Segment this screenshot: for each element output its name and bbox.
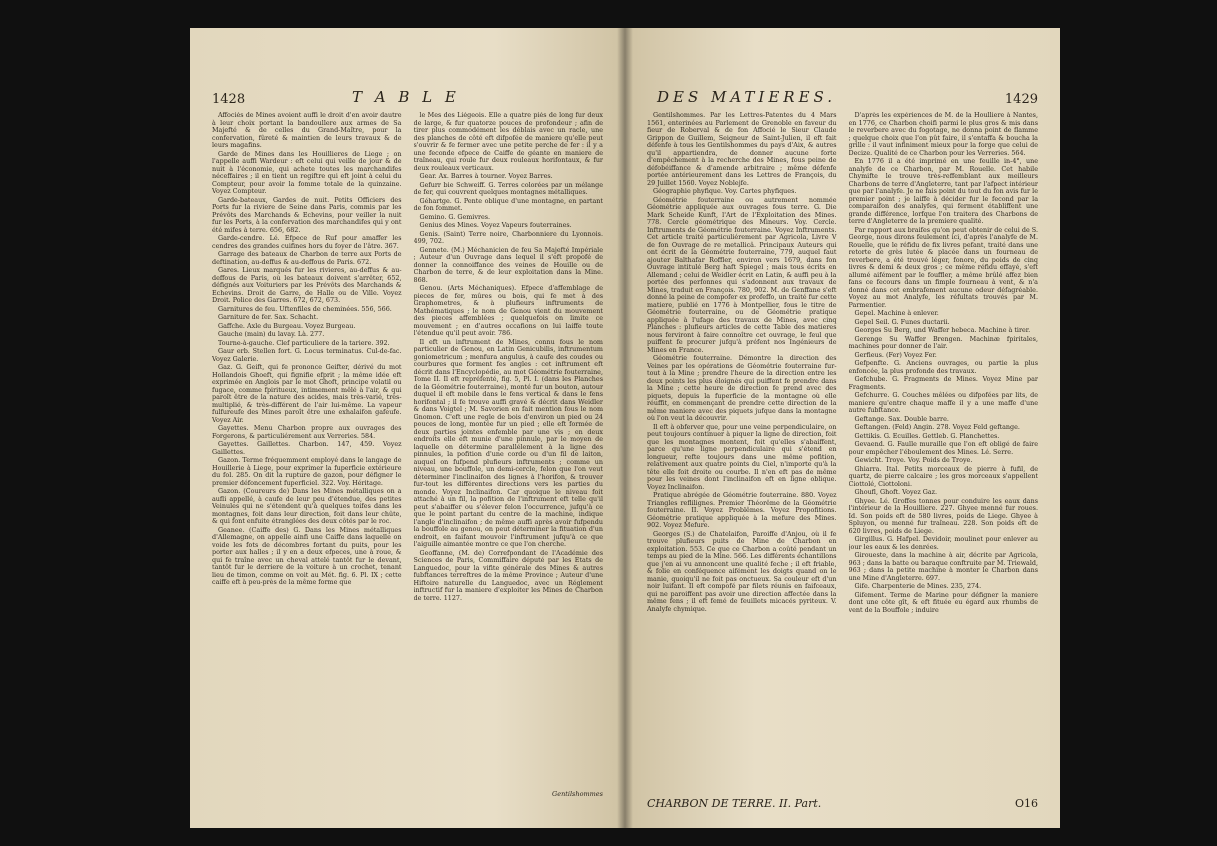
entry-paragraph: Ghiarra. Ital. Petits morceaux de pierre à fufil, de quartz, de pierre calcaire ; les gros morceaux s'appellent Ciottolé, Ciottoloni. bbox=[848, 464, 1038, 488]
entry-paragraph: Gayettes. Menu Charbon propre aux ouvrages des Forgerons, & particuliérement aux Verreries. 584. bbox=[212, 424, 402, 440]
column-1 bbox=[212, 112, 402, 788]
entry-paragraph: Géométrie fouterraine. Démontre la direction des Veines par les opérations de Géométrie fouterraine fur-tout à la Mine ; prendre l'heure de la direction entre les deux points les plus éloignés qui puiffent fe prendre dans la Mine ; cette heure de direction fe prend avec des piquets, depuis la fuperficie de la montagne où elle réuffit, en commençant de prendre cette direction de la même maniere avec des piquets jufque dans la montagne où l'on veut la découvrir. bbox=[647, 354, 837, 422]
entry-paragraph: Gewicht. Troye. Voy. Poids de Troye. bbox=[854, 456, 973, 464]
footer-title: CHARBON DE TERRE. II. Part. bbox=[647, 797, 822, 810]
entry-paragraph: Geftangen. (Feld) Angin. 278. Voyez Feld geftange. bbox=[854, 423, 1020, 431]
entry-paragraph: Gefurr bie Schweiff. G. Terres colorées par un mélange de fer, qui couvrent quelques montagnes métalliques. bbox=[413, 180, 603, 196]
entry-paragraph: Giroueste, dans la machine à air, décrite par Agricola, 963 ; dans la batte ou baraque conftruite par M. Triewald, 963 ; dans la petite machine à monter le Charbon dans une Mine d'Angleterre. 697. bbox=[848, 551, 1038, 582]
entry-paragraph: Gazon. Terme fréquemment employé dans le langage de Houillerie à Liege, pour exprimer la fuperficie extérieure du fol. 285. On dit la rupture de gazon, pour défigner le premier défoncement fuperficiel. 322. Voy. Héritage. bbox=[212, 456, 402, 487]
entry-paragraph: Affociés de Mines avoient auffi le droit d'en avoir dautre à leur choix portant la bandoullere aux armes de Sa Majefté & de celles du Grand-Maître, pour la confervation, fûreté & maintien de leurs travaux & de leurs magafins. bbox=[212, 112, 402, 149]
entry-paragraph: Geoffanne, (M. de) Correfpondant de l'Académie des Sciences de Paris, Commiffaire député par les Etats de Languedoc, pour la vifite générale des Mines & autres fubftances terreftres de la même Province ; Auteur d'une Hiftoire naturelle du Languedoc, avec un Réglement inftructif fur la maniere d'exploiter les Mines de Charbon de terre. 1127. bbox=[413, 548, 603, 602]
entry-paragraph: Genou. (Arts Méchaniques). Efpece d'affemblage de pieces de fer, mûres ou bois, qui fe met à des Graphometres, & à plufieurs inftruments de Mathématiques ; le nom de Genou vient du mouvement des pieces affemblées ; quelquefois on limite ce mouvement ; en d'autres occafions on lui laiffe toute l'étendue qu'il peut avoir. 786. bbox=[413, 284, 603, 337]
entry-paragraph: Gettikis. G. Ecuilles. Gettleb. G. Planchettes. bbox=[854, 431, 1000, 440]
left-page bbox=[190, 28, 625, 828]
entry-paragraph: Il eft à obferver que, pour une veine perpendiculaire, on peut toujours continuer à piquer la ligne de direction, foit que les montagnes montent, foit qu'elles s'abaiffent, parce qu'une ligne perpendiculaire qui s'étend en longueur, refte toujours dans une même pofition, relativement aux quatre points du Ciel, n'importe qu'à la tête elle foit droite ou courbe. Il n'en eft pas de même pour les veines dont l'inclinaifon eft en ligne oblique. Voyez Inclinaifon. bbox=[647, 422, 837, 491]
running-title: DES MATIERES. bbox=[657, 88, 837, 106]
text-columns bbox=[212, 112, 603, 788]
entry-paragraph: Gife. Charpenterie de Mines. 235, 274. bbox=[854, 582, 982, 590]
entry-paragraph: Gerfieus. (Fer) Voyez Fer. bbox=[854, 350, 937, 359]
entry-paragraph: Ghoufl, Ghoft. Voyez Gaz. bbox=[854, 488, 938, 496]
entry-paragraph: Géométrie fouterraine ou autrement nommée Géométrie appliquée aux ouvrages fous terre. G. Die Mark Scheide Kunft, l'Art de l'Exploitation des Mines. 778. Cercle géométrique des Mineurs. Voy. Cercle. Inftruments de Géométrie fouterraine. Voyez Inftruments. Cet article traité particuliérement par Agricola, Livre V de fon Ouvrage de re metallicâ. Principaux Auteurs qui ont écrit de la Géométrie fouterraine, 779, auquel faut ajouter Balthafar Roffler, environ vers 1679, dans fon Ouvrage intitulé Berg haft Spiegel ; mais tous écrits en Allemand ; celui de Weidler écrit en Latin, & auffi peu à la portée des perfonnes qui s'adonnent aux travaux de Mines, traduit en François. 780, 902. M. de Genffane s'eft donné la peine de compofer ex profeffo, un traité fur cette matiere, publié en 1776 à Montpellier, fous le titre de Géométrie fouterraine, ou de Géométrie pratique appliquée à l'ufage des travaux de Mines, avec cinq Planches : plufieurs articles de cette Table des matieres nous ferviront à faire connoître cet ouvrage, le feul que puiffent fe procurer jufqu'à préfent nos Ingénieurs de Mines en France. bbox=[647, 195, 837, 354]
entry-paragraph: Gear. Ax. Barres à tourner. Voyez Barres. bbox=[419, 172, 553, 180]
column-2 bbox=[414, 112, 604, 788]
entry-paragraph: Garniture de fer. Sax. Schacht. bbox=[218, 313, 319, 321]
entry-paragraph: Georges (S.) de Chatelaifon, Paroiffe d'Anjou, où il fe trouve plufieurs puits de Mine de Charbon en exploitation. 553. Ce que ce Charbon a coûté pendant un temps au pied de la Mine. 566. Les différents échantillons que j'en ai vu annoncent une qualité feche ; il eft friable, & folie en conféquence aifément les doigts quand on le manie, quoiqu'il ne foit pas onctueux. Sa couleur eft d'un noir luifant. Il eft compofé par filets réunis en faifceaux, qui ne paroiffent pas avoir une direction affectée dans la même fens ; il eft femé de feuillets micacés pyriteux. V. Analyfe chymique. bbox=[647, 529, 837, 613]
entry-paragraph: Gazon. (Coureurs de) Dans les Mines métalliques on a aufli appellé, à caufe de leur peu d'étendue, des petites Veinules qui ne s'étendent qu'à quelques toifes dans les montagnes, foit dans leur direction, foit dans leur chûte, & qui font enfuite étranglées des deux côtés par le roc. bbox=[212, 487, 402, 525]
entry-paragraph: Gaffche. Axle du Burgeau. Voyez Burgeau. bbox=[218, 321, 356, 330]
column-2 bbox=[849, 112, 1039, 788]
entry-paragraph: le Mes des Liégeois. Elle a quatre piés de long fur deux de large, & fur quatorze pouces de profondeur ; afin de tirer plus commodément les déblais avec un racle, une des planches de côté eft difpofée de maniere qu'elle peut s'ouvrir & fe fermer avec une petite perche de fer : il y a une feconde efpece de Caiffe de géante en maniere de traîneau, qui roule fur deux rouleaux horifontaux, & fur deux rouleaux verticaux. bbox=[413, 112, 603, 172]
entry-paragraph: Genis. (Saint) Terre noire, Charbonniere du Lyonnois. 499, 702. bbox=[413, 229, 603, 245]
entry-paragraph: Geftange. Sax. Double barre. bbox=[854, 414, 949, 423]
entry-paragraph: Garde de Mines dans les Houillieres de Liege ; on l'appelle auffi Wardeur : eft celui qui veille de jour & de nuit à l'économie, qui achete toutes les marchandifes néceffaires ; il en tient un regiftre qui eft joint à celui du Compteur, pour avoir la fomme totale de la quinzaine. Voyez Compteur. bbox=[212, 149, 402, 195]
entry-paragraph: Ghyee. Lé. Groffes tonnes pour conduire les eaux dans l'intérieur de la Houilliere. 227. Ghyee menné fur roues. Id. Son poids eft de 580 livres, poids de Liege. Ghyee à Spluyon, ou menné fur traîneau. 228. Son poids eft de 620 livres, poids de Liege. bbox=[848, 496, 1038, 535]
entry-paragraph: Girgillus. G. Hafpel. Devidoir, moulinet pour enlever au jour les eaux & les denrées. bbox=[848, 535, 1038, 551]
entry-paragraph: Geanee. (Caiffe des) G. Dans les Mines métalliques d'Allemagne, on appelle ainfi une Caiffe dans laquelle on voide les fots de décombres fortant du puits, pour les porter aux halles ; il y en a deux efpeces, une à roue, & qui fe traîne avec un cheval attelé tantôt fur le devant, tantôt fur le derriere de la voiture à un crochet, tenant lieu de timon, comme on voit au Mét. fig. 6. Pl. IX ; cette caiffe eft à peu-près de la même forme que bbox=[212, 525, 402, 586]
entry-paragraph: Gevaend. G. Faulle muraille que l'on eft obligé de faire pour empêcher l'éboulement des Mines. Lé. Serre. bbox=[848, 440, 1038, 456]
right-page bbox=[625, 28, 1060, 828]
entry-paragraph: Gifement. Terme de Marine pour défigner la maniere dont une côte gît, & eft fituée eu égard aux rhumbs de vent de la Bouffole ; induire bbox=[848, 590, 1038, 614]
entry-paragraph: Gennete. (M.) Méchanicien de feu Sa Majefté Impériale ; Auteur d'un Ouvrage dans lequel il s'eft propofé de donner la connoiffance des veines de Houille ou de Charbon de terre, & de leur exploitation dans la Mine. 868. bbox=[413, 245, 603, 284]
entry-paragraph: Garde-bateaux, Gardes de nuit. Petits Officiers des Ports fur la riviere de Seine dans Paris, commis par les Prévôts des Marchands & Echevins, pour veiller la nuit fur les Ports, à la confervation des marchandifes qui y ont été mifes à terre. 656, 682. bbox=[212, 195, 402, 234]
entry-paragraph: Garnitures de feu. Uftenfiles de cheminées. 556, 566. bbox=[218, 304, 392, 313]
entry-paragraph: Pratique abrégée de Géométrie fouterraine. 880. Voyez Triangles reflilignes. Premier Théorême de la Géométrie fouterraine. II. Voyez Problêmes. Voyez Propofitions. Géométrie pratique appliquée à la mefure des Mines. 902. Voyez Mefure. bbox=[647, 491, 837, 529]
entry-paragraph: Gepel Seil. G. Funes ductarii. bbox=[854, 317, 950, 326]
entry-paragraph: Géhartge. G. Pente oblique d'une montagne, en partant de fon fommet. bbox=[413, 196, 603, 212]
entry-paragraph: Gares. Lieux marqués fur les rivieres, au-deffus & au-deffous de Paris, où les bateaux doivent s'arrêter, 652, défignés aux Voituriers par les Prévôts des Marchands & Echevins. Droit de Garre, de Halle ou de Ville. Voyez Droit. Police des Garres. 672, 672, 673. bbox=[212, 266, 402, 304]
signature-mark: O16 bbox=[1014, 797, 1038, 810]
entry-paragraph: Gentilshommes. Par les Lettres-Patentes du 4 Mars 1561, enterinées au Parlement de Grenoble en faveur du fieur de Roberval & de fon Affocié le Sieur Claude Grippon de Guillem, Seigneur de Saint-Julien, il eft fait défenfe à tous les Gentilshommes du pays d'Aix, & autres qu'il appartiendra, de donner aucune forte d'empêchement à la recherche des Mines, fous peine de défobéiffance & d'amende arbitraire ; même défenfe portée antérieurement dans les Lettres de François, du 29 Juillet 1560. Voyez Noblejfe. bbox=[647, 112, 837, 187]
entry-paragraph: Gayettes. Gaillettes. Charbon. 147, 459. Voyez Gaillettes. bbox=[212, 440, 402, 456]
entry-paragraph: Genius des Mines. Voyez Vapeurs fouterraines. bbox=[419, 221, 572, 229]
entry-paragraph: En 1776 il a été imprimé en une feuille in-4°, une analyfe de ce Charbon, par M. Rouelle. Cet habile Chymifte le trouve très-reffemblant aux meilleurs Charbons de terre d'Angleterre, tant par l'afpect intérieur que par l'analyfe. Je ne fais point du tout du fon avis fur le premier point ; je laiffe à décider fur le fecond par la comparaifon des analyfes, qui ferment établiffent une grande différence, lorfque l'on traitera des Charbons de terre d'Angleterre de la premiere qualité. bbox=[848, 157, 1038, 225]
running-head-left bbox=[212, 88, 603, 110]
entry-paragraph: Par rapport aux braifes qu'on peut obtenir de celui de S. George, nous dirons feulement ici, d'après l'analyfe de M. Rouelle, que le réfidu de fix livres pefant, traité dans une retorte de grès lutée & placée dans un fourneau de reverbere, a été trouvé léger, fonore, du poids de cinq livres & demi & deux gros ; ce même réfidu effayé, s'eft allumé aifément par le fouffler, a même brûlé affez bien fans ce fecours dans un fimple fourneau à vent, & n'a donné dans cet embrafement aucune odeur défagréable. Voyez au mot Analyfe, les réfultats trouvés par M. Parmentier. bbox=[848, 225, 1038, 309]
page-footer bbox=[647, 797, 1038, 810]
page-number: 1428 bbox=[212, 92, 246, 107]
entry-paragraph: Garrage des bateaux de Charbon de terre aux Ports de deftination, au-deffus & au-deffous de Paris. 672. bbox=[212, 250, 402, 266]
entry-paragraph: Gefpenfte. G. Anciens ouvrages, ou partie la plus enfoncée, la plus profonde des travaux. bbox=[848, 359, 1038, 375]
entry-paragraph: Gauche (main) du lavay. Là. 277. bbox=[218, 330, 325, 338]
entry-paragraph: Gaur erb. Stellen fort. G. Locus terminatus. Cul-de-fac. Voyez Galerie. bbox=[212, 347, 402, 363]
running-title: T A B L E bbox=[352, 88, 460, 106]
entry-paragraph: Garde-cendre. Lé. Efpece de Ruf pour amaffer les cendres des grandes cuifines hors du foyer de l'âtre. 367. bbox=[212, 234, 402, 250]
catchword: Gentilshommes bbox=[552, 790, 603, 798]
entry-paragraph: Gerenge Su Waffer Brengen. Machinæ fpiritales, machines pour donner de l'air. bbox=[848, 334, 1038, 350]
entry-paragraph: D'après les expériences de M. de la Houlliere à Nantes, en 1776, ce Charbon choifi parmi le plus gros & mis dans le reverbere avec du fogotage, ne donna point de flamme ; quelque choix que l'on pût faire, il s'entaffa & boucha la grille : il vaut infiniment mieux pour la forge que celui de Decize. Qualité de ce Charbon pour les Verreries. 564. bbox=[848, 112, 1038, 157]
entry-paragraph: Gaz. G. Geift, qui fe prononce Geifter, dérivé du mot Hollandois Ghoeft, qui fignifie efprit ; la même idée eft exprimée en Anglois par le mot Ghoft, principe volatil ou fugace, comme fpiritueux, intimement mêlé à l'air, & qui paroît être de la nature des acides, mais très-varié, très-multiplié, & très-différent de l'air lui-même. La vapeur fulfureufe des Mines paroît être une exhalaifon gafeufe. Voyez Air. bbox=[212, 363, 402, 424]
running-head-right bbox=[647, 88, 1038, 110]
entry-paragraph: Georges Su Berg, und Waffer hebeca. Machine à tirer. bbox=[854, 326, 1031, 334]
column-1 bbox=[647, 112, 837, 788]
book-gutter bbox=[617, 28, 633, 828]
entry-paragraph: Gefchube. G. Fragments de Mines. Voyez Mine par Fragments. bbox=[848, 375, 1038, 391]
entry-paragraph: Gefchurre. G. Couches mêlées ou difpofées par lits, de maniere qu'entre chaque maffe il y a une maffe d'une autre fubftance. bbox=[848, 391, 1038, 414]
entry-paragraph: Gepel. Machine à enlever. bbox=[854, 309, 939, 317]
entry-paragraph: Tourne-à-gauche. Clef particuliere de la tariere. 392. bbox=[218, 338, 390, 347]
entry-paragraph: Géographie phyfique. Voy. Cartes phyfiques. bbox=[653, 187, 797, 195]
text-columns bbox=[647, 112, 1038, 788]
page-number: 1429 bbox=[1004, 92, 1038, 107]
entry-paragraph: Il eft un inftrument de Mines, connu fous le nom particulier de Genou, en Latin Genicubilis, inftrumentum goniometricum ; menfura angulus, à caufe des coudes ou courbures que forment fes angles : cet inftrument eft décrit dans l'Encyclopédie, au mot Géométrie fouterraine, Tome II. Il eft repréfenté, fig. 5, Pl. I. (dans les Planches de la Géométrie fouterraine), monté fur un bouton, autour duquel il eft mobile dans le fens vertical & dans le fens horifontal ; il fe trouve auffi gravé & décrit dans Weidler & dans Voigtel ; M. Savorien en fait mention fous le nom Gnomon. C'eft une regle de bois d'environ un pied ou 24 pouces de long, montée fur un pied ; elle eft formée de deux parties jointes enfemble par une vis ; en deux endroits elle eft munie d'une pinnule, par le moyen de laquelle on détermine parallélement à la ligne des pinnules, la pofition d'une corde ou d'un fil de laiton, auquel on fufpend plufieurs inftruments ; comme un niveau, une bouffole, un demi-cercle, felon que l'on veut déterminer l'inclinaifon des lignes à l'horifon, & trouver fur-tout les différentes directions vers les parties du monde. Voyez Inclinaifon. Car quoique le niveau foit attaché à un fil, la pofition de l'inftrument eft telle qu'il peut s'abaiffer ou s'élever felon l'occurrence, jufqu'à ce que le point partant du centre de la machine, indique l'angle d'inclinaifon ; de même auffi après avoir fufpendu la bouffole au genou, on peut déterminer la fituation d'un endroit, en faifant mouvoir l'inftrument jufqu'à ce que l'aiguille aimantée montre ce que l'on cherche. bbox=[413, 337, 603, 548]
entry-paragraph: Gemino. G. Gemivres. bbox=[419, 212, 491, 221]
